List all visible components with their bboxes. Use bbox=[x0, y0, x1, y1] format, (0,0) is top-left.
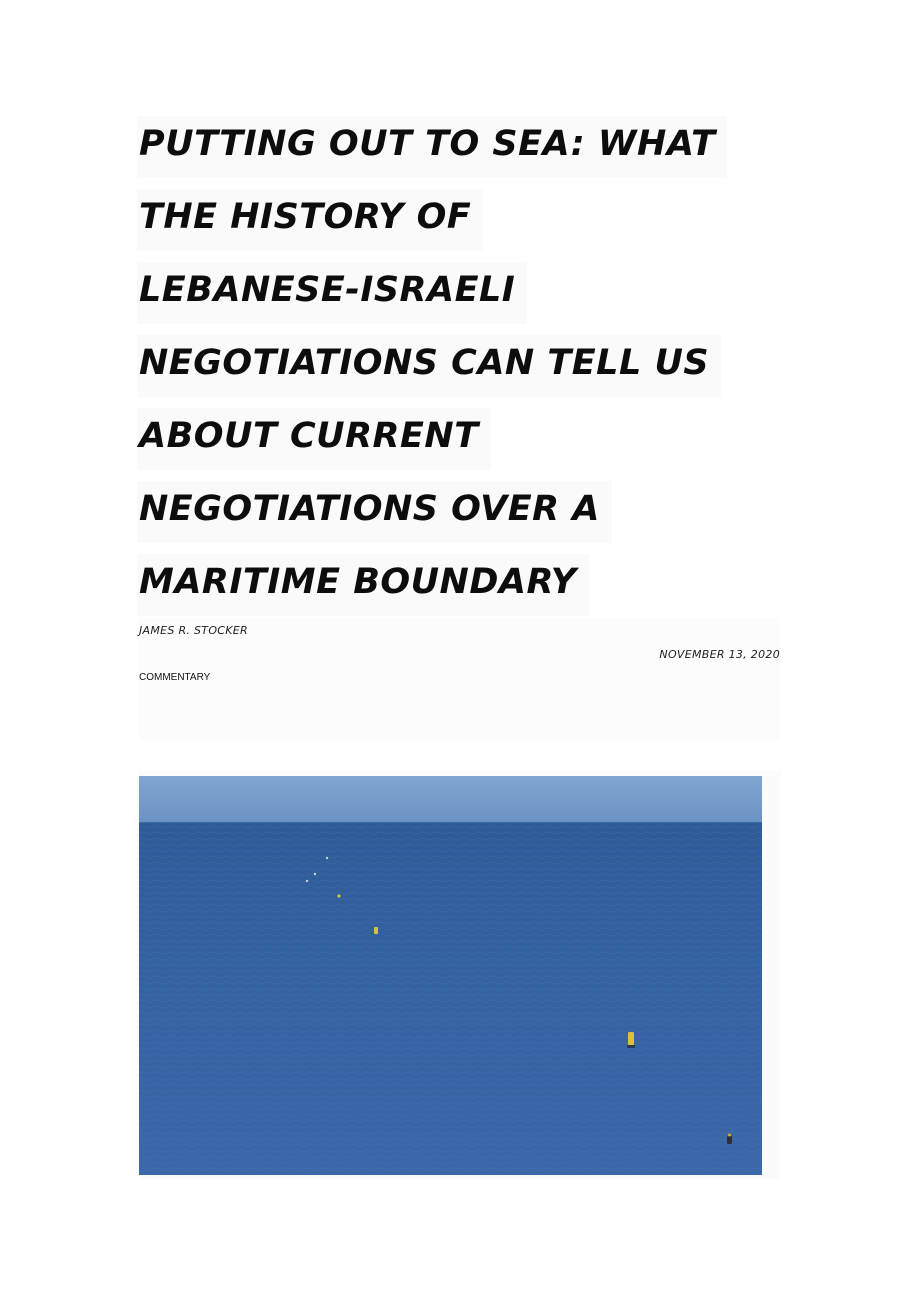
title-line-6: NEGOTIATIONS OVER A bbox=[139, 481, 779, 554]
title-line-1: PUTTING OUT TO SEA: WHAT bbox=[139, 116, 779, 189]
category-label[interactable]: COMMENTARY bbox=[139, 672, 211, 683]
sea-buoys-photo bbox=[139, 776, 762, 1175]
buoy-icon bbox=[628, 1032, 634, 1046]
title-line-3: LEBANESE-ISRAELI bbox=[139, 262, 779, 335]
buoy-icon bbox=[374, 927, 378, 934]
buoy-icon bbox=[727, 1136, 732, 1144]
author-name[interactable]: JAMES R. STOCKER bbox=[139, 624, 248, 637]
publish-date: NOVEMBER 13, 2020 bbox=[659, 648, 780, 661]
buoy-icon bbox=[314, 873, 316, 875]
sea-photo-svg bbox=[139, 776, 762, 1175]
featured-image-frame bbox=[139, 771, 781, 1179]
title-line-5: ABOUT CURRENT bbox=[139, 408, 779, 481]
title-line-2: THE HISTORY OF bbox=[139, 189, 779, 262]
title-line-4: NEGOTIATIONS CAN TELL US bbox=[139, 335, 779, 408]
buoy-icon bbox=[326, 857, 328, 859]
buoy-icon bbox=[337, 894, 340, 897]
article-title bbox=[139, 116, 779, 627]
buoy-icon bbox=[306, 880, 308, 882]
sky-area bbox=[139, 776, 762, 822]
article-meta bbox=[139, 618, 780, 740]
title-line-7: MARITIME BOUNDARY bbox=[139, 554, 779, 627]
